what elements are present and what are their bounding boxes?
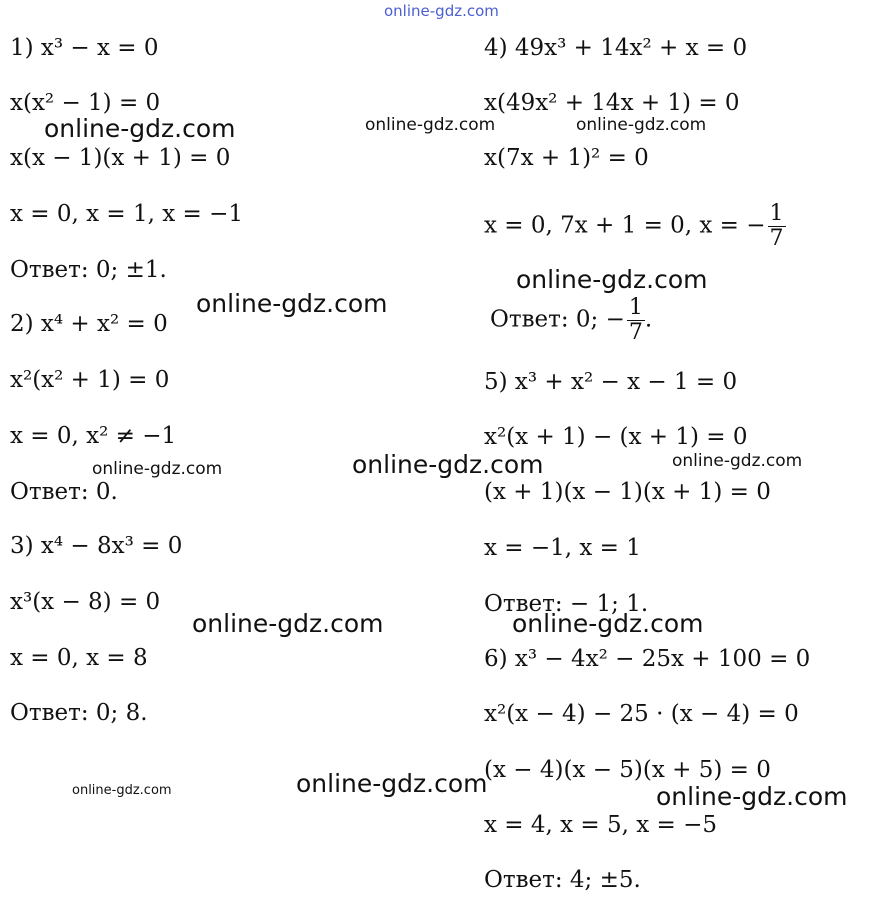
problem-6-step-2: (x − 4)(x − 5)(x + 5) = 0 <box>484 757 771 783</box>
problem-6-roots: x = 4, x = 5, x = −5 <box>484 812 718 838</box>
watermark: online-gdz.com <box>516 265 708 294</box>
problem-1-step-1: x(x² − 1) = 0 <box>10 90 161 116</box>
problem-4-answer <box>490 296 652 345</box>
problem-1-statement: 1) x³ − x = 0 <box>10 35 159 61</box>
problem-3-statement: 3) x⁴ − 8x³ = 0 <box>10 533 183 559</box>
watermark: online-gdz.com <box>296 769 488 798</box>
problem-1-step-2: x(x − 1)(x + 1) = 0 <box>10 145 231 171</box>
fraction-one-seventh <box>768 202 786 251</box>
fraction-denominator: 7 <box>628 320 643 345</box>
problem-5-statement: 5) x³ + x² − x − 1 = 0 <box>484 369 738 395</box>
watermark: online-gdz.com <box>576 115 707 135</box>
problem-1-answer: Ответ: 0; ±1. <box>10 257 167 283</box>
answer-period: . <box>644 306 653 333</box>
watermark: online-gdz.com <box>512 609 704 638</box>
watermark: online-gdz.com <box>192 609 384 638</box>
problem-3-roots: x = 0, x = 8 <box>10 645 148 671</box>
watermark: online-gdz.com <box>672 451 803 471</box>
problem-4-answer-text: Ответ: 0; − <box>490 306 625 333</box>
problem-2-roots: x = 0, x² ≠ −1 <box>10 423 177 449</box>
problem-6-answer: Ответ: 4; ±5. <box>484 867 641 893</box>
problem-2-step-1: x²(x² + 1) = 0 <box>10 367 170 393</box>
watermark: online-gdz.com <box>384 2 499 20</box>
problem-4-roots-text: x = 0, 7x + 1 = 0, x = − <box>484 212 766 239</box>
problem-2-answer: Ответ: 0. <box>10 479 118 505</box>
watermark: online-gdz.com <box>92 459 223 479</box>
problem-4-roots <box>484 202 786 251</box>
problem-1-roots: x = 0, x = 1, x = −1 <box>10 201 244 227</box>
problem-5-step-2: (x + 1)(x − 1)(x + 1) = 0 <box>484 479 771 505</box>
problem-6-step-1: x²(x − 4) − 25 · (x − 4) = 0 <box>484 701 799 727</box>
fraction-one-seventh <box>627 296 645 345</box>
watermark: online-gdz.com <box>72 783 172 798</box>
problem-3-step-1: x³(x − 8) = 0 <box>10 589 161 615</box>
watermark: online-gdz.com <box>365 115 496 135</box>
problem-5-roots: x = −1, x = 1 <box>484 535 641 561</box>
fraction-numerator: 1 <box>628 295 643 320</box>
problem-5-answer: Ответ: − 1; 1. <box>484 591 649 617</box>
watermark: online-gdz.com <box>656 782 848 811</box>
watermark: online-gdz.com <box>44 114 236 143</box>
problem-3-answer: Ответ: 0; 8. <box>10 700 148 726</box>
fraction-numerator: 1 <box>769 201 784 226</box>
problem-4-step-1: x(49x² + 14x + 1) = 0 <box>484 90 740 116</box>
watermark: online-gdz.com <box>352 450 544 479</box>
problem-4-step-2: x(7x + 1)² = 0 <box>484 145 649 171</box>
watermark: online-gdz.com <box>196 289 388 318</box>
problem-5-step-1: x²(x + 1) − (x + 1) = 0 <box>484 424 748 450</box>
problem-2-statement: 2) x⁴ + x² = 0 <box>10 311 168 337</box>
problem-6-statement: 6) x³ − 4x² − 25x + 100 = 0 <box>484 646 811 672</box>
fraction-denominator: 7 <box>769 226 784 251</box>
problem-4-statement: 4) 49x³ + 14x² + x = 0 <box>484 35 748 61</box>
